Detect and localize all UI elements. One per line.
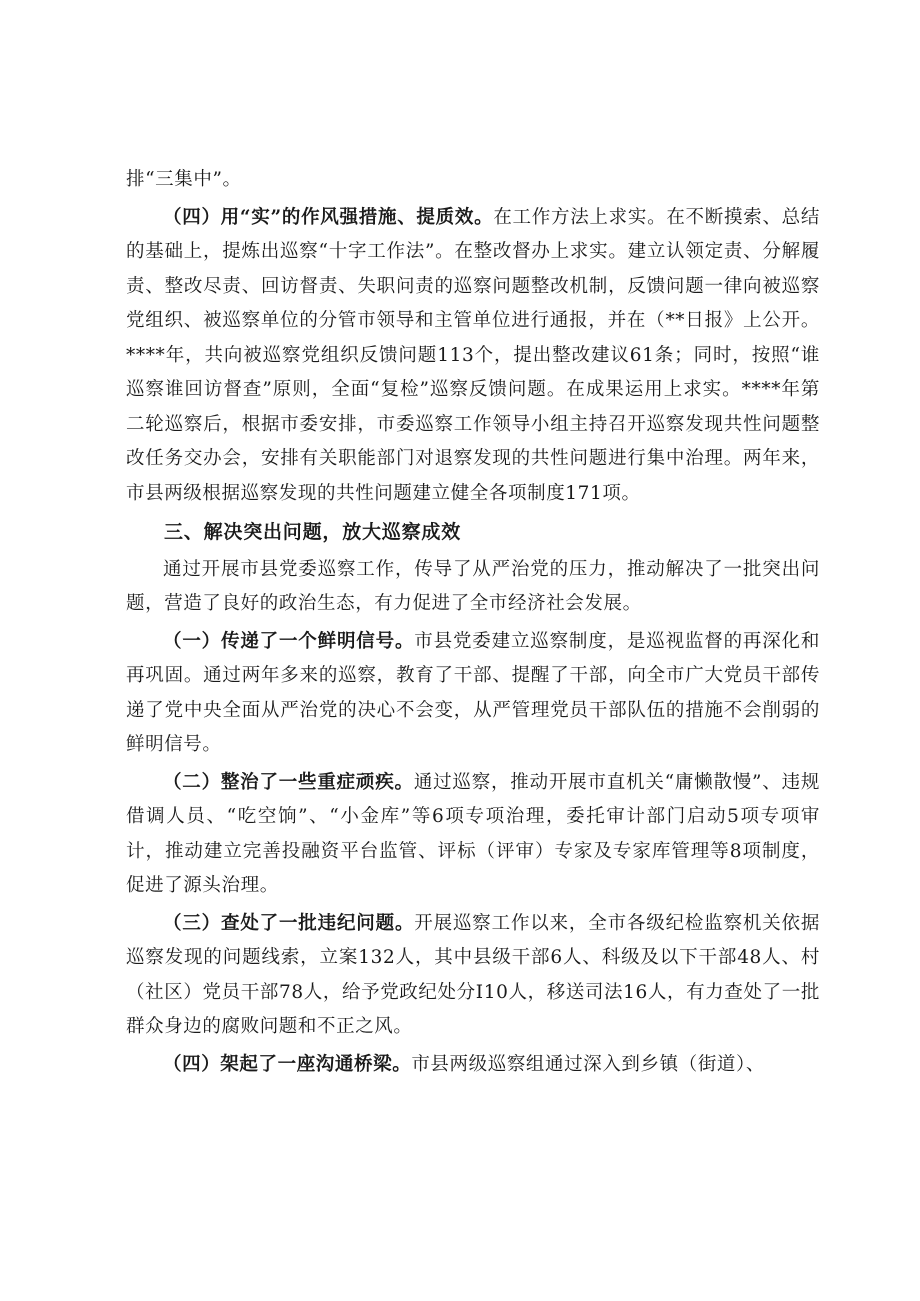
section-4-prev-lead: （四）用“实”的作风强措施、提质效。 [163, 206, 494, 228]
section-4-prev-body: 在工作方法上求实。在不断摸索、总结的基础上，提炼出巡察“十字工作法”。在整改督办上求实。建立认领定责、分解履责、整改尽责、回访督责、失职问责的巡察问题整改机制，反馈问题一律向被巡察党组织、被巡察单位的分管市领导和主管单位进行通报，并在（**日报》上公开。****年，共向被巡察党组织反馈问题113个，提出整改建议61条；同时，按照“谁巡察谁回访督查”原则，全面“复检”巡察反馈问题。在成果运用上求实。****年第二轮巡察后，根据市委安排，市委巡察工作领导小组主持召开巡察发现共性问题整改任务交办会，安排有关职能部门对退察发现的共性问题进行集中治理。两年来，市县两级根据巡察发现的共性问题建立健全各项制度171项。 [126, 206, 820, 504]
paragraph-section-4-prev [126, 201, 820, 512]
paragraph-item-4 [126, 1048, 820, 1083]
item-2-body: 通过巡察，推动开展市直机关“庸懒散慢”、违规借调人员、“吃空饷”、“小金库”等6项专项治理，委托审计部门启动5项专项审计，推动建立完善投融资平台监管、评标（评审）专家及专家库管理等8项制度，促进了源头治理。 [126, 771, 820, 896]
item-2-lead: （二）整治了一些重症顽疾。 [163, 771, 414, 793]
continuation-line [126, 163, 820, 198]
item-4-lead: （四）架起了一座沟通桥梁。 [163, 1053, 412, 1075]
document-body [126, 163, 820, 1082]
paragraph-item-3 [126, 907, 820, 1045]
paragraph-item-1 [126, 625, 820, 763]
paragraph-intro [126, 553, 820, 622]
paragraph-item-2 [126, 766, 820, 904]
item-3-lead: （三）查处了一批违纪问题。 [163, 912, 415, 934]
item-4-body: 市县两级巡察组通过深入到乡镇（街道）、 [411, 1053, 765, 1075]
section-heading-3: 三、解决突出问题，放大巡察成效 [164, 521, 462, 543]
item-1-lead: （一）传递了一个鲜明信号。 [163, 630, 415, 652]
continuation-text: 排“三集中”。 [126, 169, 242, 190]
intro-text: 通过开展市县党委巡察工作，传导了从严治党的压力，推动解决了一批突出问题，营造了良好的政治生态，有力促进了全市经济社会发展。 [126, 558, 820, 614]
item-1-body: 市县党委建立巡察制度，是巡视监督的再深化和再巩固。通过两年多来的巡察，教育了干部、提醒了干部，向全市广大党员干部传递了党中央全面从严治党的决心不会变，从严管理党员干部队伍的措施不会削弱的鲜明信号。 [126, 630, 820, 755]
item-3-body: 开展巡察工作以来，全市各级纪检监察机关依据巡察发现的问题线索，立案132人，其中县级干部6人、科级及以下干部48人、村（社区）党员干部78人，给予党政纪处分I10人，移送司法16人，有力查处了一批群众身边的腐败问题和不正之风。 [126, 912, 820, 1037]
